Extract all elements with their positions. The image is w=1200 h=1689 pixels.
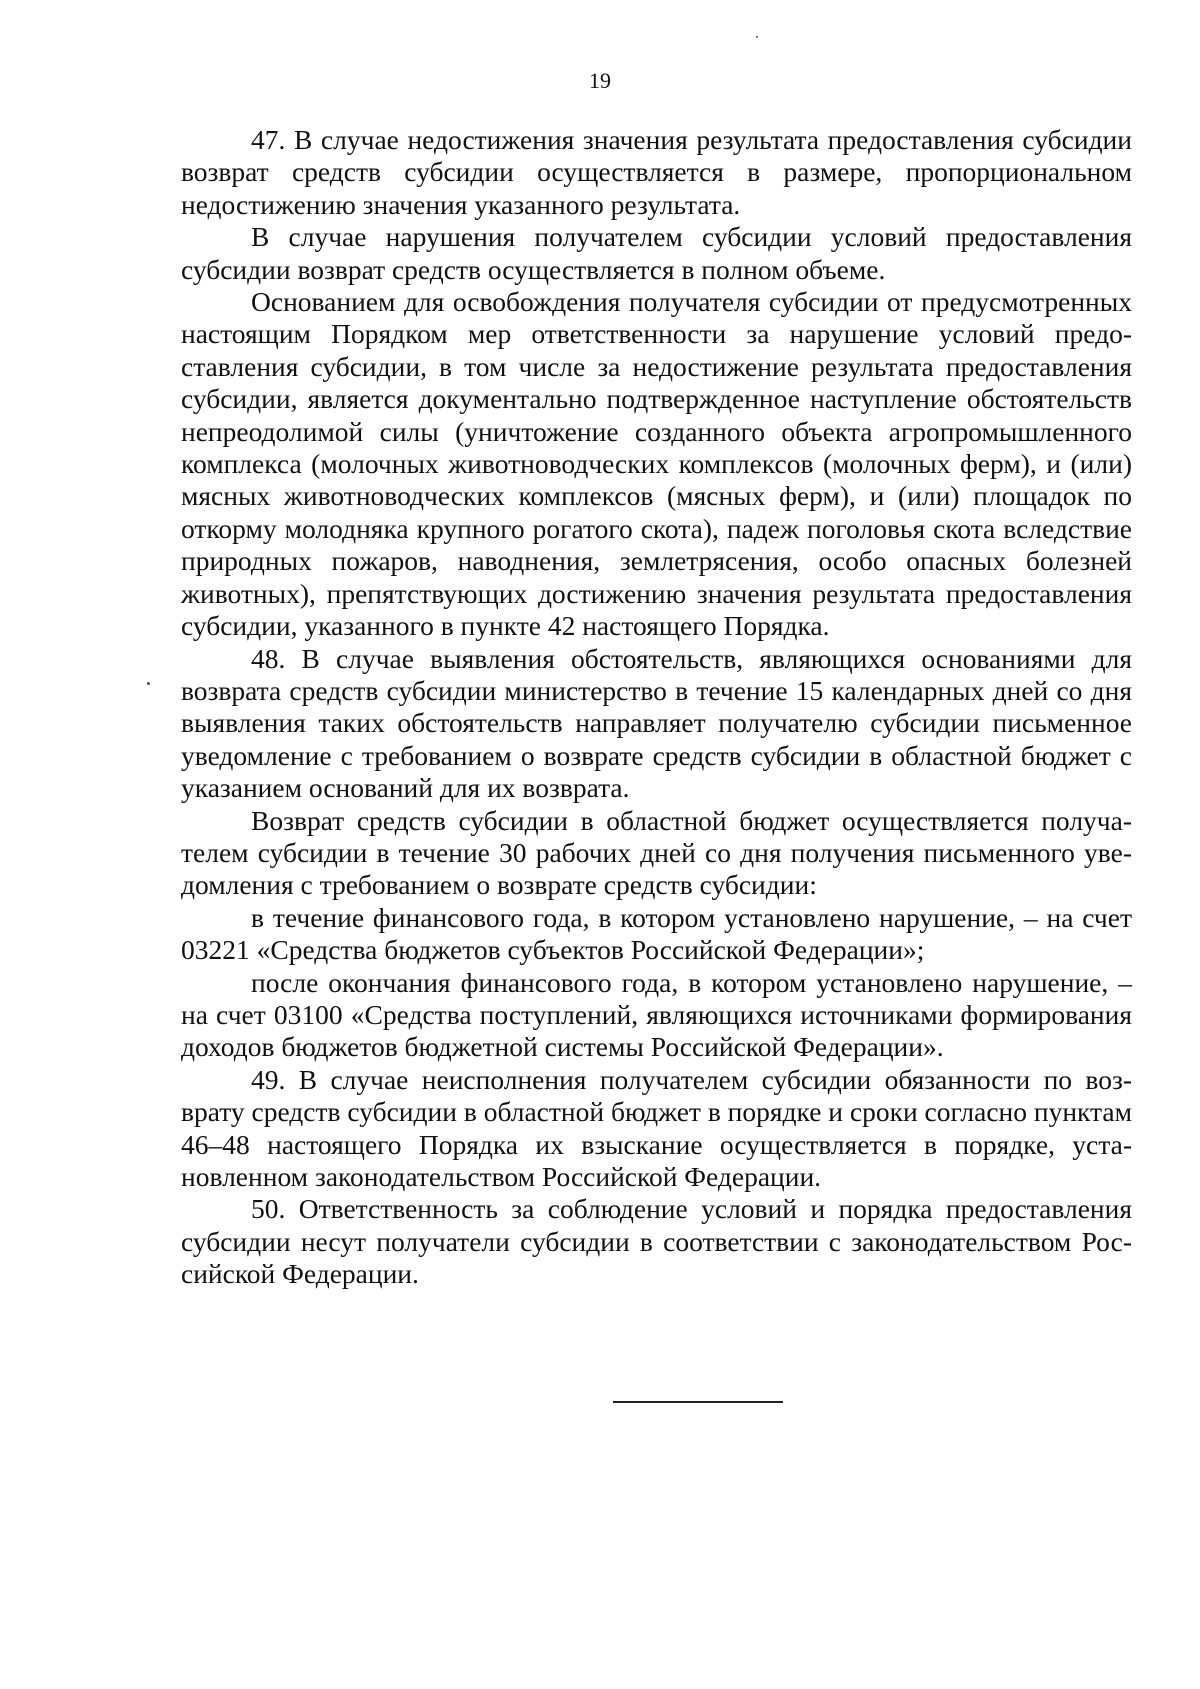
page-number: 19	[589, 68, 611, 93]
paragraph-48: 48. В случае выявления обстоятельств, являющихся основаниями для возврата средств субсидии министерство в течение 15 календарных дней со дня выявления таких обстоятельств направляет получателю субсидии письменное уведомление с требованием о возврате средств субсидии в областной бюджет с указанием оснований для их возврата.	[181, 642, 1132, 804]
paragraph-50: 50. Ответственность за соблюдение условий и порядка предоставления субсидии несут получатели субсидии в соответствии с законодательством Российской Федерации.	[181, 1193, 1132, 1290]
paragraph-47-force-majeure: Основанием для освобождения получателя субсидии от предусмотренных настоящим Порядком мер ответственности за нарушение условий предоставления субсидии, в том числе за недостижение результата предоставления субсидии, является документально подтвержденное наступление обстоятельств непреодолимой силы (уничтожение созданного объекта агропромышленного комплекса (молочных животноводческих комплексов (молочных ферм), и (или) мясных животноводческих комплексов (мясных ферм), и (или) площадок по откорму молодняка крупного рогатого скота), падеж поголовья скота вследствие природных пожаров, наводнения, землетрясения, особо опасных болезней животных), препятствующих достижению значения результата предоставления субсидии, указанного в пункте 42 настоящего Порядка.	[181, 286, 1132, 642]
paragraph-47: 47. В случае недостижения значения результата предоставления субсидии возврат средств субсидии осуществляется в размере, пропорциональном недостижению значения указанного результата.	[181, 124, 1132, 220]
end-of-document-rule	[613, 1401, 783, 1403]
paragraph-48-after-year-account: после окончания финансового года, в котором установлено нарушение, – на счет 03100 «Средства поступлений, являющихся источниками формирования доходов бюджетов бюджетной системы Российской Федерации».	[181, 966, 1132, 1063]
paragraph-47-violation: В случае нарушения получателем субсидии условий предоставления субсидии возврат средств осуществляется в полном объеме.	[181, 221, 1132, 285]
document-body	[181, 124, 1132, 1291]
scan-speck	[147, 682, 150, 685]
paragraph-48-refund-terms: Возврат средств субсидии в областной бюджет осуществляется получателем субсидии в течение 30 рабочих дней со дня получения письменного уведомления с требованием о возврате средств субсидии:	[181, 804, 1132, 901]
paragraph-49: 49. В случае неисполнения получателем субсидии обязанности по возврату средств субсидии в областной бюджет в порядке и сроки согласно пунктам 46–48 настоящего Порядка их взыскание осуществляется в порядке, установленном законодательством Российской Федерации.	[181, 1063, 1133, 1192]
paragraph-48-current-year-account: в течение финансового года, в котором установлено нарушение, – на счет 03221 «Средства бюджетов субъектов Российской Федерации»;	[181, 901, 1132, 966]
scan-speck	[756, 36, 758, 38]
